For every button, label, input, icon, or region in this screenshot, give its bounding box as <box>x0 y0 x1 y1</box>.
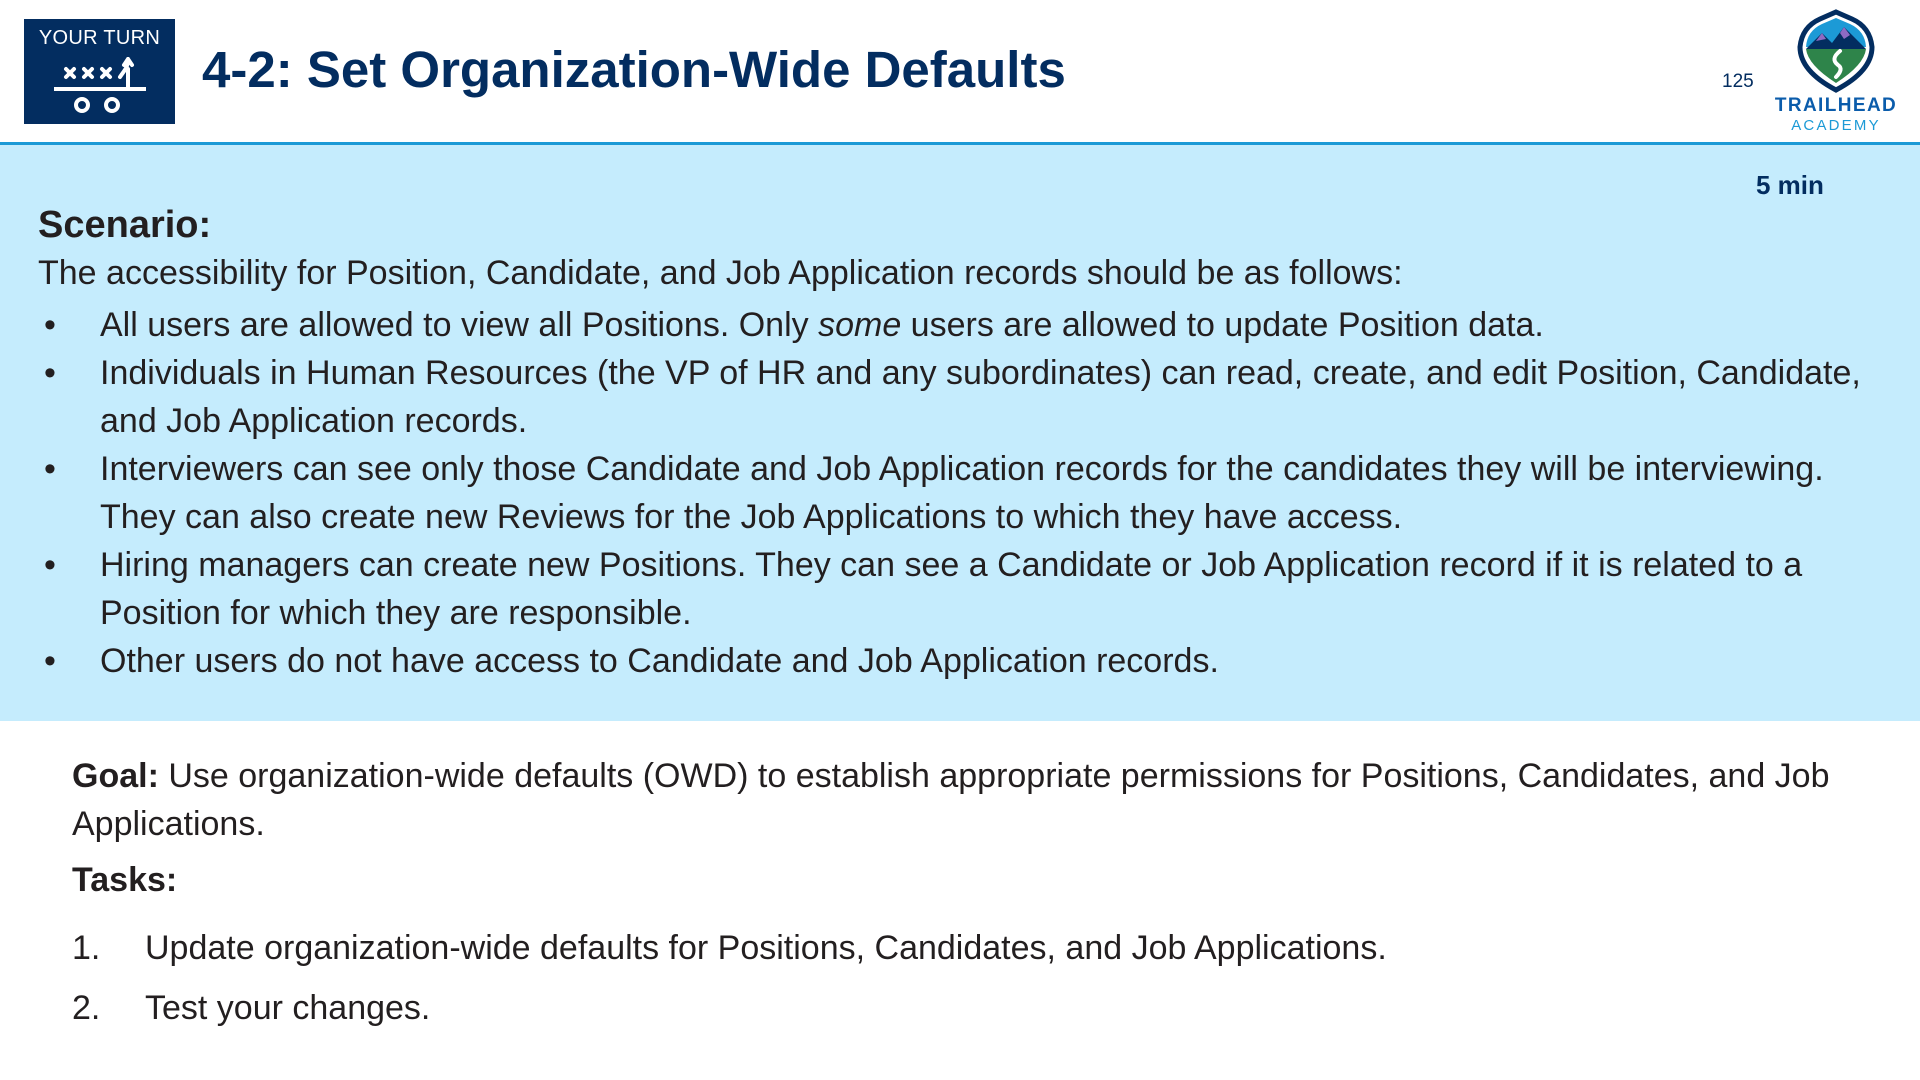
logo-wordmark: TRAILHEAD <box>1774 95 1898 116</box>
duration-label: 5 min <box>1756 170 1824 200</box>
bullet-text: Individuals in Human Resources (the VP of HR and any subordinates) can read, create, and edit Position, Candidate, and Job Application records. <box>100 354 1861 440</box>
bullet-text: Interviewers can see only those Candidate and Job Application records for the candidates they will be interviewing. They can also create new Reviews for the Job Applications to which they have access. <box>100 450 1824 536</box>
slide-title: 4-2: Set Organization-Wide Defaults <box>202 41 1066 98</box>
list-item <box>72 918 1872 978</box>
tasks-heading: Tasks: <box>72 861 178 899</box>
bullet-text: Hiring managers can create new Positions. They can see a Candidate or Job Application record if it is related to a Position for which they are responsible. <box>100 546 1803 632</box>
bullet-emphasis: some <box>818 306 902 344</box>
scenario-heading: Scenario: <box>38 204 212 246</box>
task-text: Update organization-wide defaults for Positions, Candidates, and Job Applications. <box>145 929 1387 967</box>
goal-statement <box>72 752 1902 848</box>
page-number: 125 <box>1722 71 1754 92</box>
your-turn-badge <box>24 19 175 124</box>
your-turn-label: YOUR TURN <box>38 27 161 49</box>
list-item <box>38 301 1878 349</box>
scenario-intro: The accessibility for Position, Candidate, and Job Application records should be as follows: <box>38 254 1403 292</box>
bullet-marker: • <box>44 450 56 488</box>
task-list <box>72 918 1872 1038</box>
trailhead-mountain-logo <box>1796 9 1876 93</box>
goal-label: Goal: <box>72 757 159 795</box>
bullet-marker: • <box>44 354 56 392</box>
list-item <box>38 541 1878 637</box>
bullet-text: Other users do not have access to Candidate and Job Application records. <box>100 642 1219 680</box>
logo-subtitle: ACADEMY <box>1791 117 1881 134</box>
task-number: 1. <box>72 929 101 967</box>
bullet-marker: • <box>44 546 56 584</box>
task-number: 2. <box>72 989 101 1027</box>
task-text: Test your changes. <box>145 989 431 1027</box>
list-item <box>38 349 1878 445</box>
bullet-marker: • <box>44 642 56 680</box>
list-item <box>72 978 1872 1038</box>
goal-text: Use organization-wide defaults (OWD) to establish appropriate permissions for Positions, Candidates, and Job Applications. <box>72 757 1830 843</box>
bullet-text: All users are allowed to view all Positions. Only <box>100 306 819 344</box>
bullet-marker: • <box>44 306 56 344</box>
list-item <box>38 637 1878 685</box>
bullet-text: users are allowed to update Position data. <box>901 306 1544 344</box>
scenario-bullet-list <box>38 301 1878 685</box>
play-diagram-icon <box>54 57 146 117</box>
list-item <box>38 445 1878 541</box>
